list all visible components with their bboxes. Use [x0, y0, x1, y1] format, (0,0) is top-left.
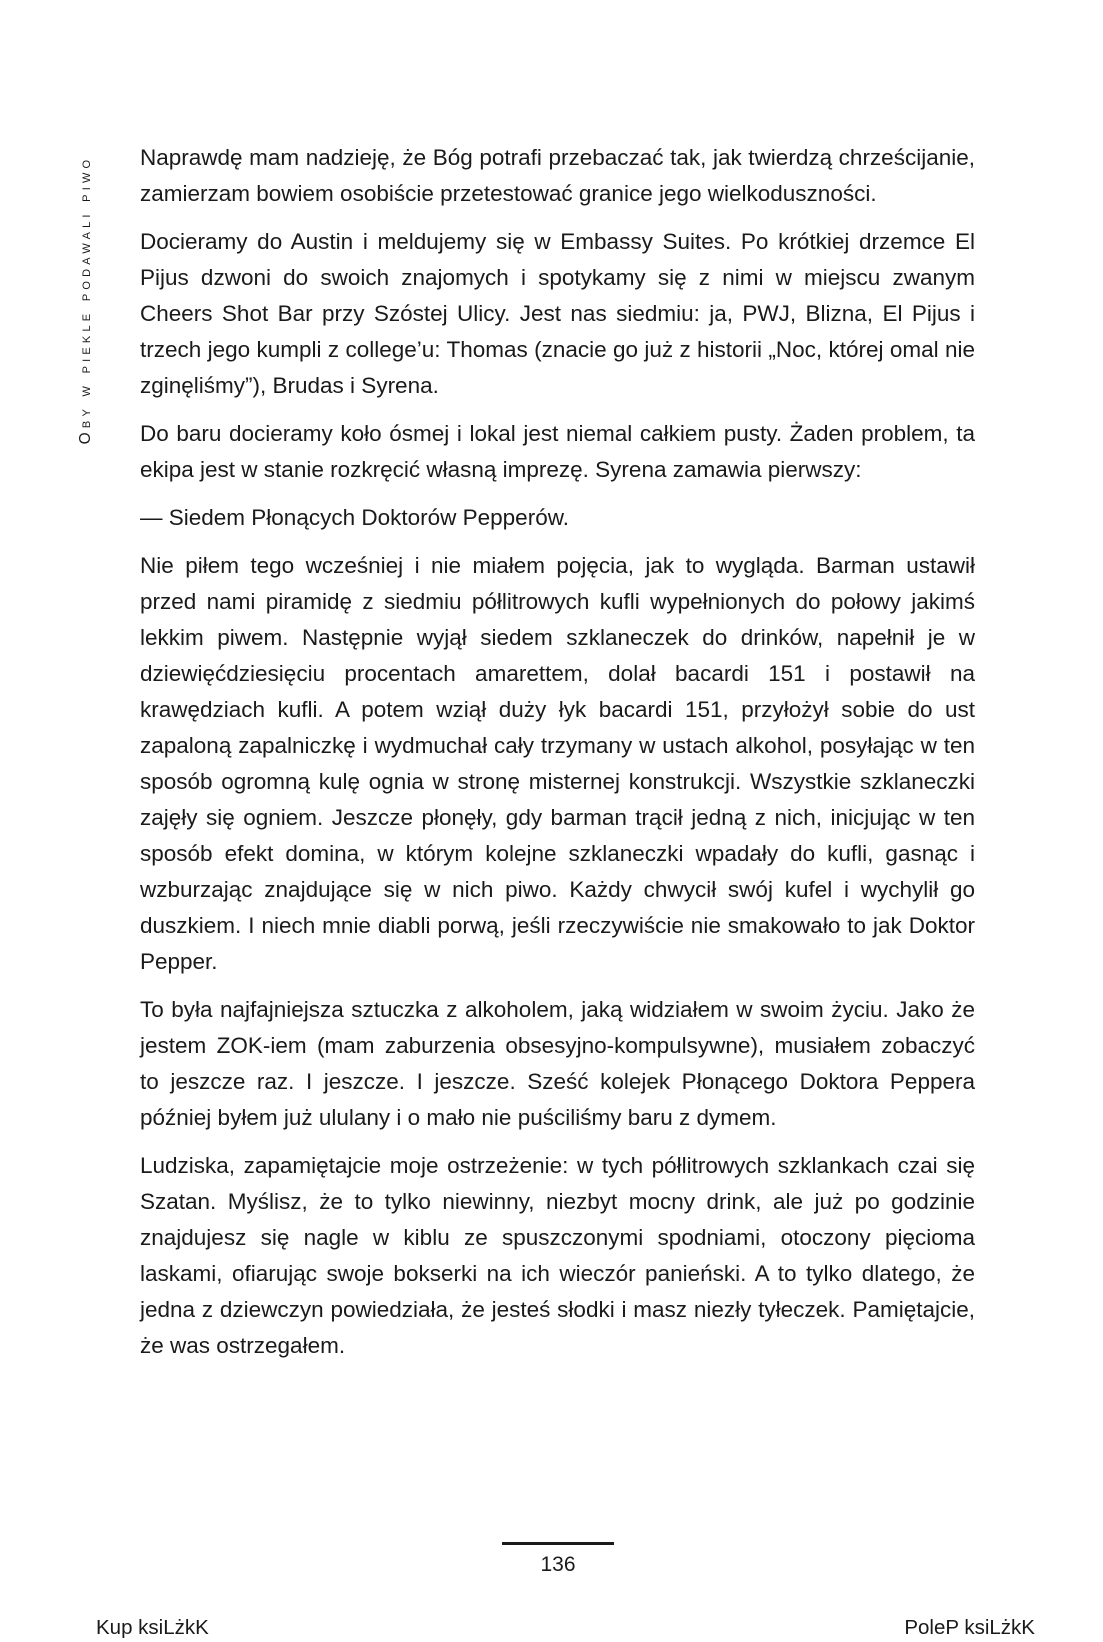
- paragraph-5: Nie piłem tego wcześniej i nie miałem pojęcia, jak to wygląda. Barman ustawił przed nami piramidę z siedmiu półlitrowych kufli wypełnionych do połowy jakimś lekkim piwem. Następnie wyjął siedem szklaneczek do drinków, napełnił je w dziewięćdziesięciu procentach amarettem, dolał bacardi 151 i postawił na krawędziach kufli. A potem wziął duży łyk bacardi 151, przyłożył sobie do ust zapaloną zapalniczkę i wydmuchał cały trzymany w ustach alkohol, posyłając w ten sposób ogromną kulę ognia w stronę misternej konstrukcji. Wszystkie szklaneczki zajęły się ogniem. Jeszcze płonęły, gdy barman trącił jedną z nich, inicjując w ten sposób efekt domina, w którym kolejne szklaneczki wpadały do kufli, gasnąc i wzburzając znajdujące się w nich piwo. Każdy chwycił swój kufel i wychylił go duszkiem. I niech mnie diabli porwą, jeśli rzeczywiście nie smakowało to jak Doktor Pepper.: [140, 553, 975, 974]
- page-number-rule: [502, 1542, 614, 1545]
- paragraph-6: To była najfajniejsza sztuczka z alkoholem, jaką widziałem w swoim życiu. Jako że jestem ZOK-iem (mam zaburzenia obsesyjno-kompulsywne), musiałem zobaczyć to jeszcze raz. I jeszcze. I jeszcze. Sześć kolejek Płonącego Doktora Peppera później byłem już ululany i o mało nie puściliśmy baru z dymem.: [140, 997, 975, 1130]
- page-number: 136: [540, 1553, 576, 1576]
- paragraph-7: Ludziska, zapamiętajcie moje ostrzeżenie: w tych półlitrowych szklankach czai się Szatan. Myślisz, że to tylko niewinny, niezbyt mocny drink, ale już po godzinie znajdujesz się nagle w kiblu ze spuszczonymi spodniami, otoczony pięcioma laskami, ofiarując swoje bokserki na ich wieczór panieński. A to tylko dlatego, że jedna z dziewczyn powiedziała, że jesteś słodki i masz niezły tyłeczek. Pamiętajcie, że was ostrzegałem.: [140, 1153, 975, 1358]
- paragraph-4: — Siedem Płonących Doktorów Pepperów.: [140, 505, 569, 530]
- body-text: [140, 140, 975, 1376]
- paragraph-3: Do baru docieramy koło ósmej i lokal jest niemal całkiem pusty. Żaden problem, ta ekipa jest w stanie rozkręcić własną imprezę. Syrena zamawia pierwszy:: [140, 421, 975, 482]
- recommend-book-link[interactable]: PoleP ksiLżkK: [904, 1616, 1035, 1639]
- paragraph-2: Docieramy do Austin i meldujemy się w Embassy Suites. Po krótkiej drzemce El Pijus dzwoni do swoich znajomych i spotykamy się z nimi w miejscu zwanym Cheers Shot Bar przy Szóstej Ulicy. Jest nas siedmiu: ja, PWJ, Blizna, El Pijus i trzech jego kumpli z college’u: Thomas (znacie go już z historii „Noc, której omal nie zginęliśmy”), Brudas i Syrena.: [140, 229, 975, 398]
- running-header: Oby w piekle podawali piwo: [77, 155, 94, 445]
- paragraph-1: Naprawdę mam nadzieję, że Bóg potrafi przebaczać tak, jak twierdzą chrześcijanie, zamierzam bowiem osobiście przetestować granice jego wielkoduszności.: [140, 145, 975, 206]
- buy-book-link[interactable]: Kup ksiLżkK: [96, 1616, 209, 1639]
